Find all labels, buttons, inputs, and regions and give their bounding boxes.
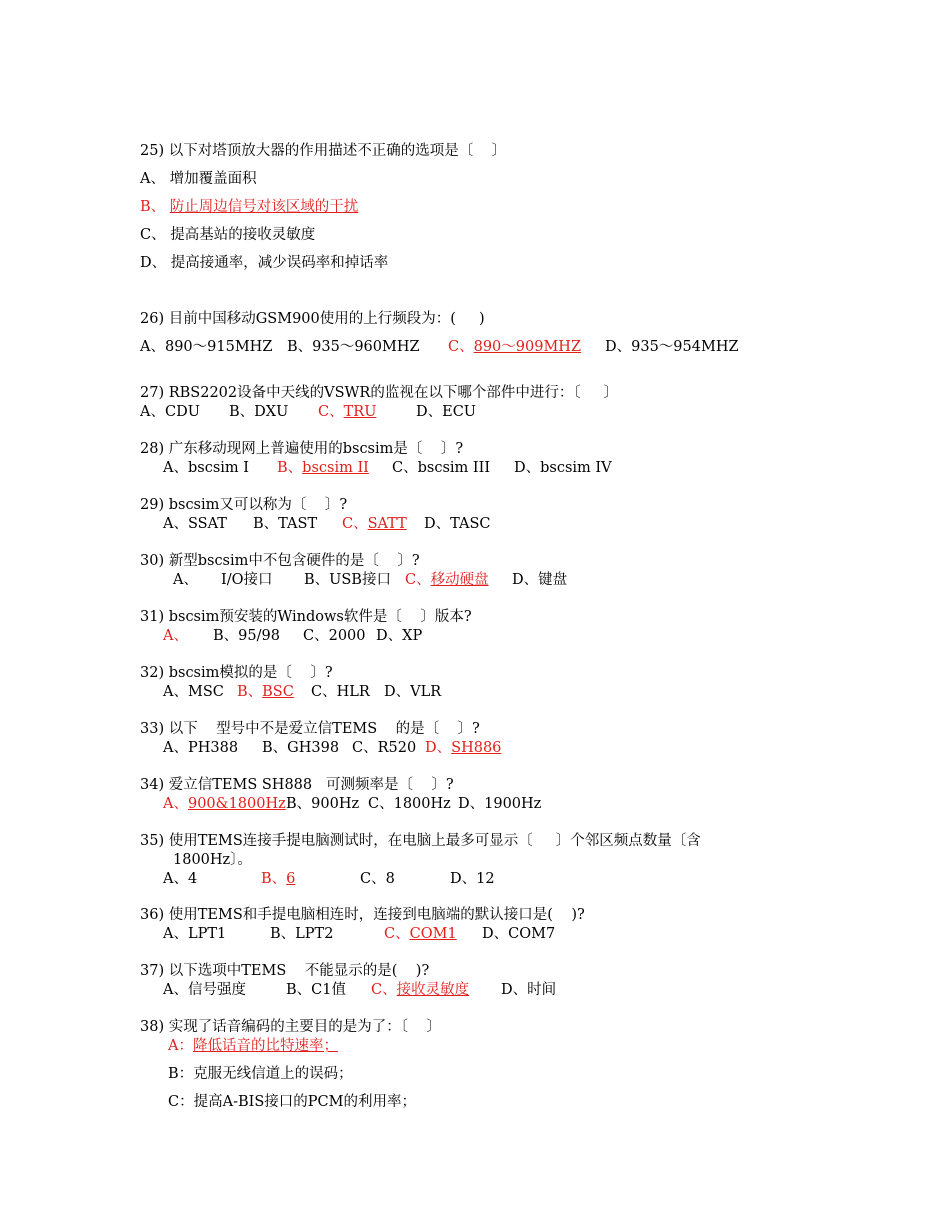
- q33-option-d-prefix: D、: [425, 740, 452, 756]
- q33-option-d-answer: SH886: [451, 740, 502, 756]
- question-36: 36) 使用TEMS和手提电脑相连时，连接到电脑端的默认接口是( )?: [140, 907, 585, 923]
- q36-option-c: [384, 925, 457, 943]
- q32-option-b-prefix: B、: [237, 684, 263, 700]
- question-35: 35) 使用TEMS连接手提电脑测试时，在电脑上最多可显示〔 〕个邻区频点数量〔含: [140, 833, 701, 849]
- q28-option-b-prefix: B、: [277, 460, 303, 476]
- q37-option-c: [371, 981, 469, 999]
- q30-option-c-answer: 移动硬盘: [430, 572, 489, 588]
- q38-option-a-answer: 降低话音的比特速率；: [192, 1038, 338, 1054]
- q38-option-a-prefix: A：: [168, 1038, 193, 1054]
- q28-option-a: A、bscsim I: [163, 460, 249, 476]
- q36-option-d: D、COM7: [482, 926, 556, 942]
- question-37: 37) 以下选项中TEMS 不能显示的是( )?: [140, 963, 430, 979]
- q34-option-d: D、1900Hz: [458, 796, 542, 812]
- q33-option-c: C、R520: [352, 740, 417, 756]
- q27-option-c-answer: TRU: [343, 404, 377, 420]
- q31-option-d: D、XP: [376, 628, 423, 644]
- q27-option-b: B、DXU: [229, 404, 289, 420]
- q38-option-a: [168, 1037, 338, 1055]
- question-26: 26) 目前中国移动GSM900使用的上行频段为：( ): [140, 311, 485, 327]
- q27-option-a: A、CDU: [140, 404, 200, 420]
- q27-option-c-prefix: C、: [318, 404, 344, 420]
- q28-option-c: C、bscsim III: [392, 460, 491, 476]
- q33-option-a: A、PH388: [163, 740, 239, 756]
- question-31: 31) bscsim预安装的Windows软件是〔 〕版本?: [140, 609, 472, 625]
- q29-option-a: A、SSAT: [163, 516, 227, 532]
- q26-option-c-answer: 890～909MHZ: [473, 339, 582, 355]
- q31-option-c: C、2000: [303, 628, 366, 644]
- q28-option-d: D、bscsim IV: [514, 460, 612, 476]
- question-38: 38) 实现了话音编码的主要目的是为了：〔 〕: [140, 1019, 441, 1035]
- q36-option-b: B、LPT2: [270, 926, 334, 942]
- q37-option-a: A、信号强度: [163, 982, 246, 998]
- q36-option-a: A、LPT1: [163, 926, 227, 942]
- q28-option-b: [277, 459, 369, 477]
- q34-option-c: C、1800Hz: [368, 796, 451, 812]
- q36-option-c-prefix: C、: [384, 926, 410, 942]
- q35-option-c: C、8: [360, 871, 395, 887]
- q30-option-b: B、USB接口: [304, 572, 391, 588]
- q32-option-a: A、MSC: [163, 684, 224, 700]
- q25-option-a: A、 增加覆盖面积: [140, 171, 257, 187]
- q37-option-b: B、C1值: [286, 982, 346, 998]
- q29-option-c-prefix: C、: [342, 516, 368, 532]
- q30-option-a: A、 I/O接口: [173, 572, 273, 588]
- q35-option-d: D、12: [450, 871, 495, 887]
- q35-option-b-answer: 6: [286, 871, 296, 887]
- q35-option-a: A、4: [163, 871, 198, 887]
- q34-option-a-answer: 900&1800Hz: [187, 796, 286, 812]
- q31-option-a: A、: [163, 628, 188, 644]
- question-27: 27) RBS2202设备中天线的VSWR的监视在以下哪个部件中进行：〔 〕: [140, 385, 619, 401]
- question-33: 33) 以下 型号中不是爱立信TEMS 的是〔 〕?: [140, 721, 480, 737]
- q25-option-b-prefix: B、: [140, 199, 170, 215]
- q37-option-c-prefix: C、: [371, 982, 397, 998]
- q33-option-b: B、GH398: [262, 740, 340, 756]
- q29-option-c: [342, 515, 407, 533]
- q28-option-b-answer: bscsim II: [302, 460, 369, 476]
- question-32: 32) bscsim模拟的是〔 〕?: [140, 665, 333, 681]
- q26-option-c-prefix: C、: [448, 339, 474, 355]
- q34-option-b: B、900Hz: [286, 796, 360, 812]
- q32-option-b-answer: BSC: [262, 684, 294, 700]
- question-25: 25) 以下对塔顶放大器的作用描述不正确的选项是〔 〕: [140, 143, 507, 159]
- q26-option-b: B、935～960MHZ: [287, 339, 420, 355]
- question-35-continued: 1800Hz〕。: [173, 852, 252, 868]
- q38-option-c: C：提高A-BIS接口的PCM的利用率；: [168, 1094, 416, 1110]
- q36-option-c-answer: COM1: [409, 926, 457, 942]
- question-34: 34) 爱立信TEMS SH888 可测频率是〔 〕?: [140, 777, 454, 793]
- q31-option-b: B、95/98: [213, 628, 280, 644]
- q29-option-b: B、TAST: [253, 516, 318, 532]
- q29-option-c-answer: SATT: [367, 516, 407, 532]
- q30-option-c: [405, 571, 489, 589]
- q27-option-d: D、ECU: [416, 404, 477, 420]
- q34-option-a: [163, 795, 286, 813]
- q26-option-c: [448, 338, 581, 356]
- question-30: 30) 新型bscsim中不包含硬件的是〔 〕?: [140, 553, 420, 569]
- q32-option-c: C、HLR: [311, 684, 370, 700]
- q34-option-a-prefix: A、: [163, 796, 188, 812]
- q27-option-c: [318, 403, 376, 421]
- q25-option-c: C、 提高基站的接收灵敏度: [140, 227, 316, 243]
- q38-option-b: B：克服无线信道上的误码；: [168, 1066, 353, 1082]
- q32-option-b: [237, 683, 294, 701]
- q25-option-b: [140, 198, 358, 216]
- q30-option-c-prefix: C、: [405, 572, 431, 588]
- q26-option-d: D、935～954MHZ: [605, 339, 739, 355]
- q32-option-d: D、VLR: [384, 684, 442, 700]
- question-28: 28) 广东移动现网上普遍使用的bscsim是〔 〕?: [140, 441, 464, 457]
- q25-option-b-answer: 防止周边信号对该区域的干扰: [169, 199, 359, 215]
- question-29: 29) bscsim又可以称为〔 〕?: [140, 497, 348, 513]
- q30-option-d: D、键盘: [512, 572, 568, 588]
- q26-option-a: A、890～915MHZ: [140, 339, 273, 355]
- q35-option-b-prefix: B、: [261, 871, 287, 887]
- q29-option-d: D、TASC: [424, 516, 491, 532]
- q25-option-d: D、 提高接通率，减少误码率和掉话率: [140, 255, 389, 271]
- q35-option-b: [261, 870, 295, 888]
- q37-option-d: D、时间: [501, 982, 557, 998]
- q33-option-d: [425, 739, 501, 757]
- q37-option-c-answer: 接收灵敏度: [396, 982, 470, 998]
